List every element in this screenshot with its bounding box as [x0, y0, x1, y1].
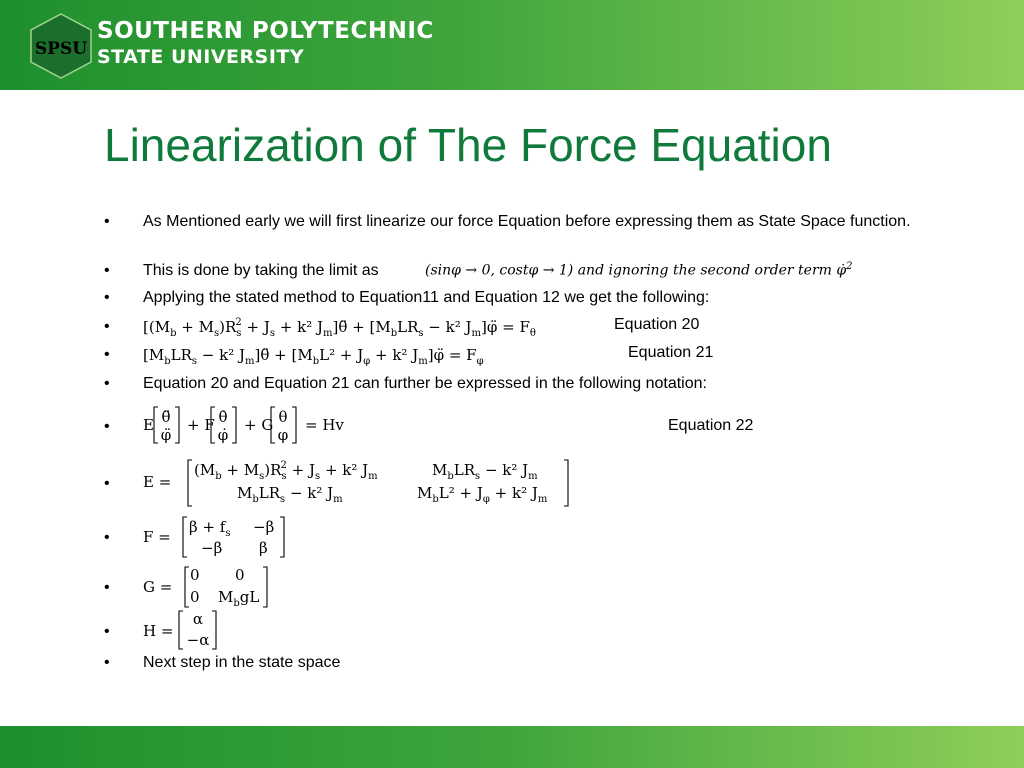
- svg-text:[MbLRs − k² Jm]θ̈ + [MbL² + J: [$M_bLR_s - k^2$ $J_m]\thetä + [M_bL^2 + J_\varphi + k^2$ $J_m]\varphï = F_\varphi$: [143, 346, 484, 367]
- svg-text:−α: −α: [186, 631, 210, 649]
- svg-text:0: 0: [235, 566, 245, 584]
- equation-20-label: Equation 20: [614, 316, 700, 333]
- header-banner: [0, 0, 1024, 90]
- svg-text:(Mb + Ms)Rs2 + Js + k² Jm: $(M_b + M_s)R_s2 + J_s + k^2$ $J_m$: [194, 460, 378, 482]
- bullet-text-notation: Equation 20 and Equation 21 can further be expressed in the following notation:: [143, 375, 707, 392]
- svg-text:0: 0: [190, 588, 200, 606]
- svg-text:G =: G =: [143, 578, 173, 596]
- bullet-text-limit: This is done by taking the limit as: [143, 262, 379, 279]
- bullet-marker: •: [104, 529, 110, 546]
- svg-text:= Hv: = Hv: [305, 416, 344, 434]
- svg-text:MbL² + Jφ + k² Jm: $M_bL^2 + J_\varphi + k^2$ $J_m$: [417, 484, 548, 505]
- svg-text:+ F: + F: [187, 416, 215, 434]
- svg-text:E: E: [143, 416, 154, 434]
- svg-text:E =: E =: [143, 473, 172, 491]
- bullet-marker: •: [104, 289, 110, 306]
- matrix-f: [143, 513, 303, 565]
- svg-text:−β: −β: [253, 518, 275, 536]
- bullet-marker: •: [104, 375, 110, 392]
- svg-text:θ̇: θ̇: [218, 408, 228, 426]
- svg-text:MbLRs − k² Jm: $M_bLR_s - k^2$ $J_m$: [432, 461, 538, 482]
- spsu-logo: [28, 13, 94, 79]
- footer-bar: [0, 726, 1024, 768]
- svg-text:φ: φ: [277, 426, 289, 444]
- svg-text:θ̈: θ̈: [161, 408, 171, 426]
- bullet-marker: •: [104, 318, 110, 335]
- bullet-marker: •: [104, 213, 110, 230]
- svg-text:α: α: [192, 610, 204, 628]
- svg-text:[(Mb + Ms)Rs2 + Js + k² Jm]θ̈: [$(M_b + M_s)R_s2 + J_s + k^2$ $J_m]\thetä + [M_bLR_s - k^2$ $J_m]\varphï = F_\theta$: [143, 317, 536, 339]
- bullet-text-method: Applying the stated method to Equation11 and Equation 12 we get the following:: [143, 289, 710, 306]
- svg-text:φ̇: φ̇: [217, 426, 229, 444]
- svg-text:F =: F =: [143, 528, 171, 546]
- svg-text:β + fs: $\beta + f_s$: [189, 518, 231, 539]
- bullet-marker: •: [104, 418, 110, 435]
- equation-21-label: Equation 21: [628, 344, 714, 361]
- limit-expression: (sinφ → 0, costφ → 1) and ignoring the second order term φ̇$^2$: [425, 261, 853, 279]
- matrix-h: [143, 608, 263, 658]
- equation-20: [143, 314, 603, 344]
- bullet-text-intro: As Mentioned early we will first linearize our force Equation before expressing them as State Space function.: [143, 213, 911, 230]
- svg-text:+ G: + G: [244, 416, 274, 434]
- svg-text:θ: θ: [278, 408, 288, 426]
- equation-21: [143, 342, 603, 372]
- svg-text:φ̈: φ̈: [160, 426, 172, 444]
- equation-22: [143, 401, 383, 453]
- svg-text:H =: H =: [143, 622, 174, 640]
- bullet-marker: •: [104, 475, 110, 492]
- matrix-e: [143, 456, 583, 514]
- bullet-marker: •: [104, 654, 110, 671]
- bullet-marker: •: [104, 346, 110, 363]
- svg-text:−β: −β: [201, 539, 223, 557]
- svg-text:MbLRs − k² Jm: $M_bLR_s - k^2$ $J_m$: [237, 484, 343, 505]
- university-name-line2: STATE UNIVERSITY: [97, 46, 305, 68]
- logo-text: SPSU: [34, 39, 88, 59]
- equation-22-label: Equation 22: [668, 417, 754, 434]
- bullet-marker: •: [104, 262, 110, 279]
- svg-text:β: β: [259, 539, 268, 557]
- bullet-marker: •: [104, 623, 110, 640]
- svg-text:0: 0: [190, 566, 200, 584]
- bullet-marker: •: [104, 579, 110, 596]
- bullet-text-next-step: Next step in the state space: [143, 654, 341, 671]
- university-name-line1: SOUTHERN POLYTECHNIC: [97, 18, 434, 44]
- slide-title: Linearization of The Force Equation: [104, 119, 832, 171]
- svg-text:MbgL: $M_bgL$: [218, 588, 260, 609]
